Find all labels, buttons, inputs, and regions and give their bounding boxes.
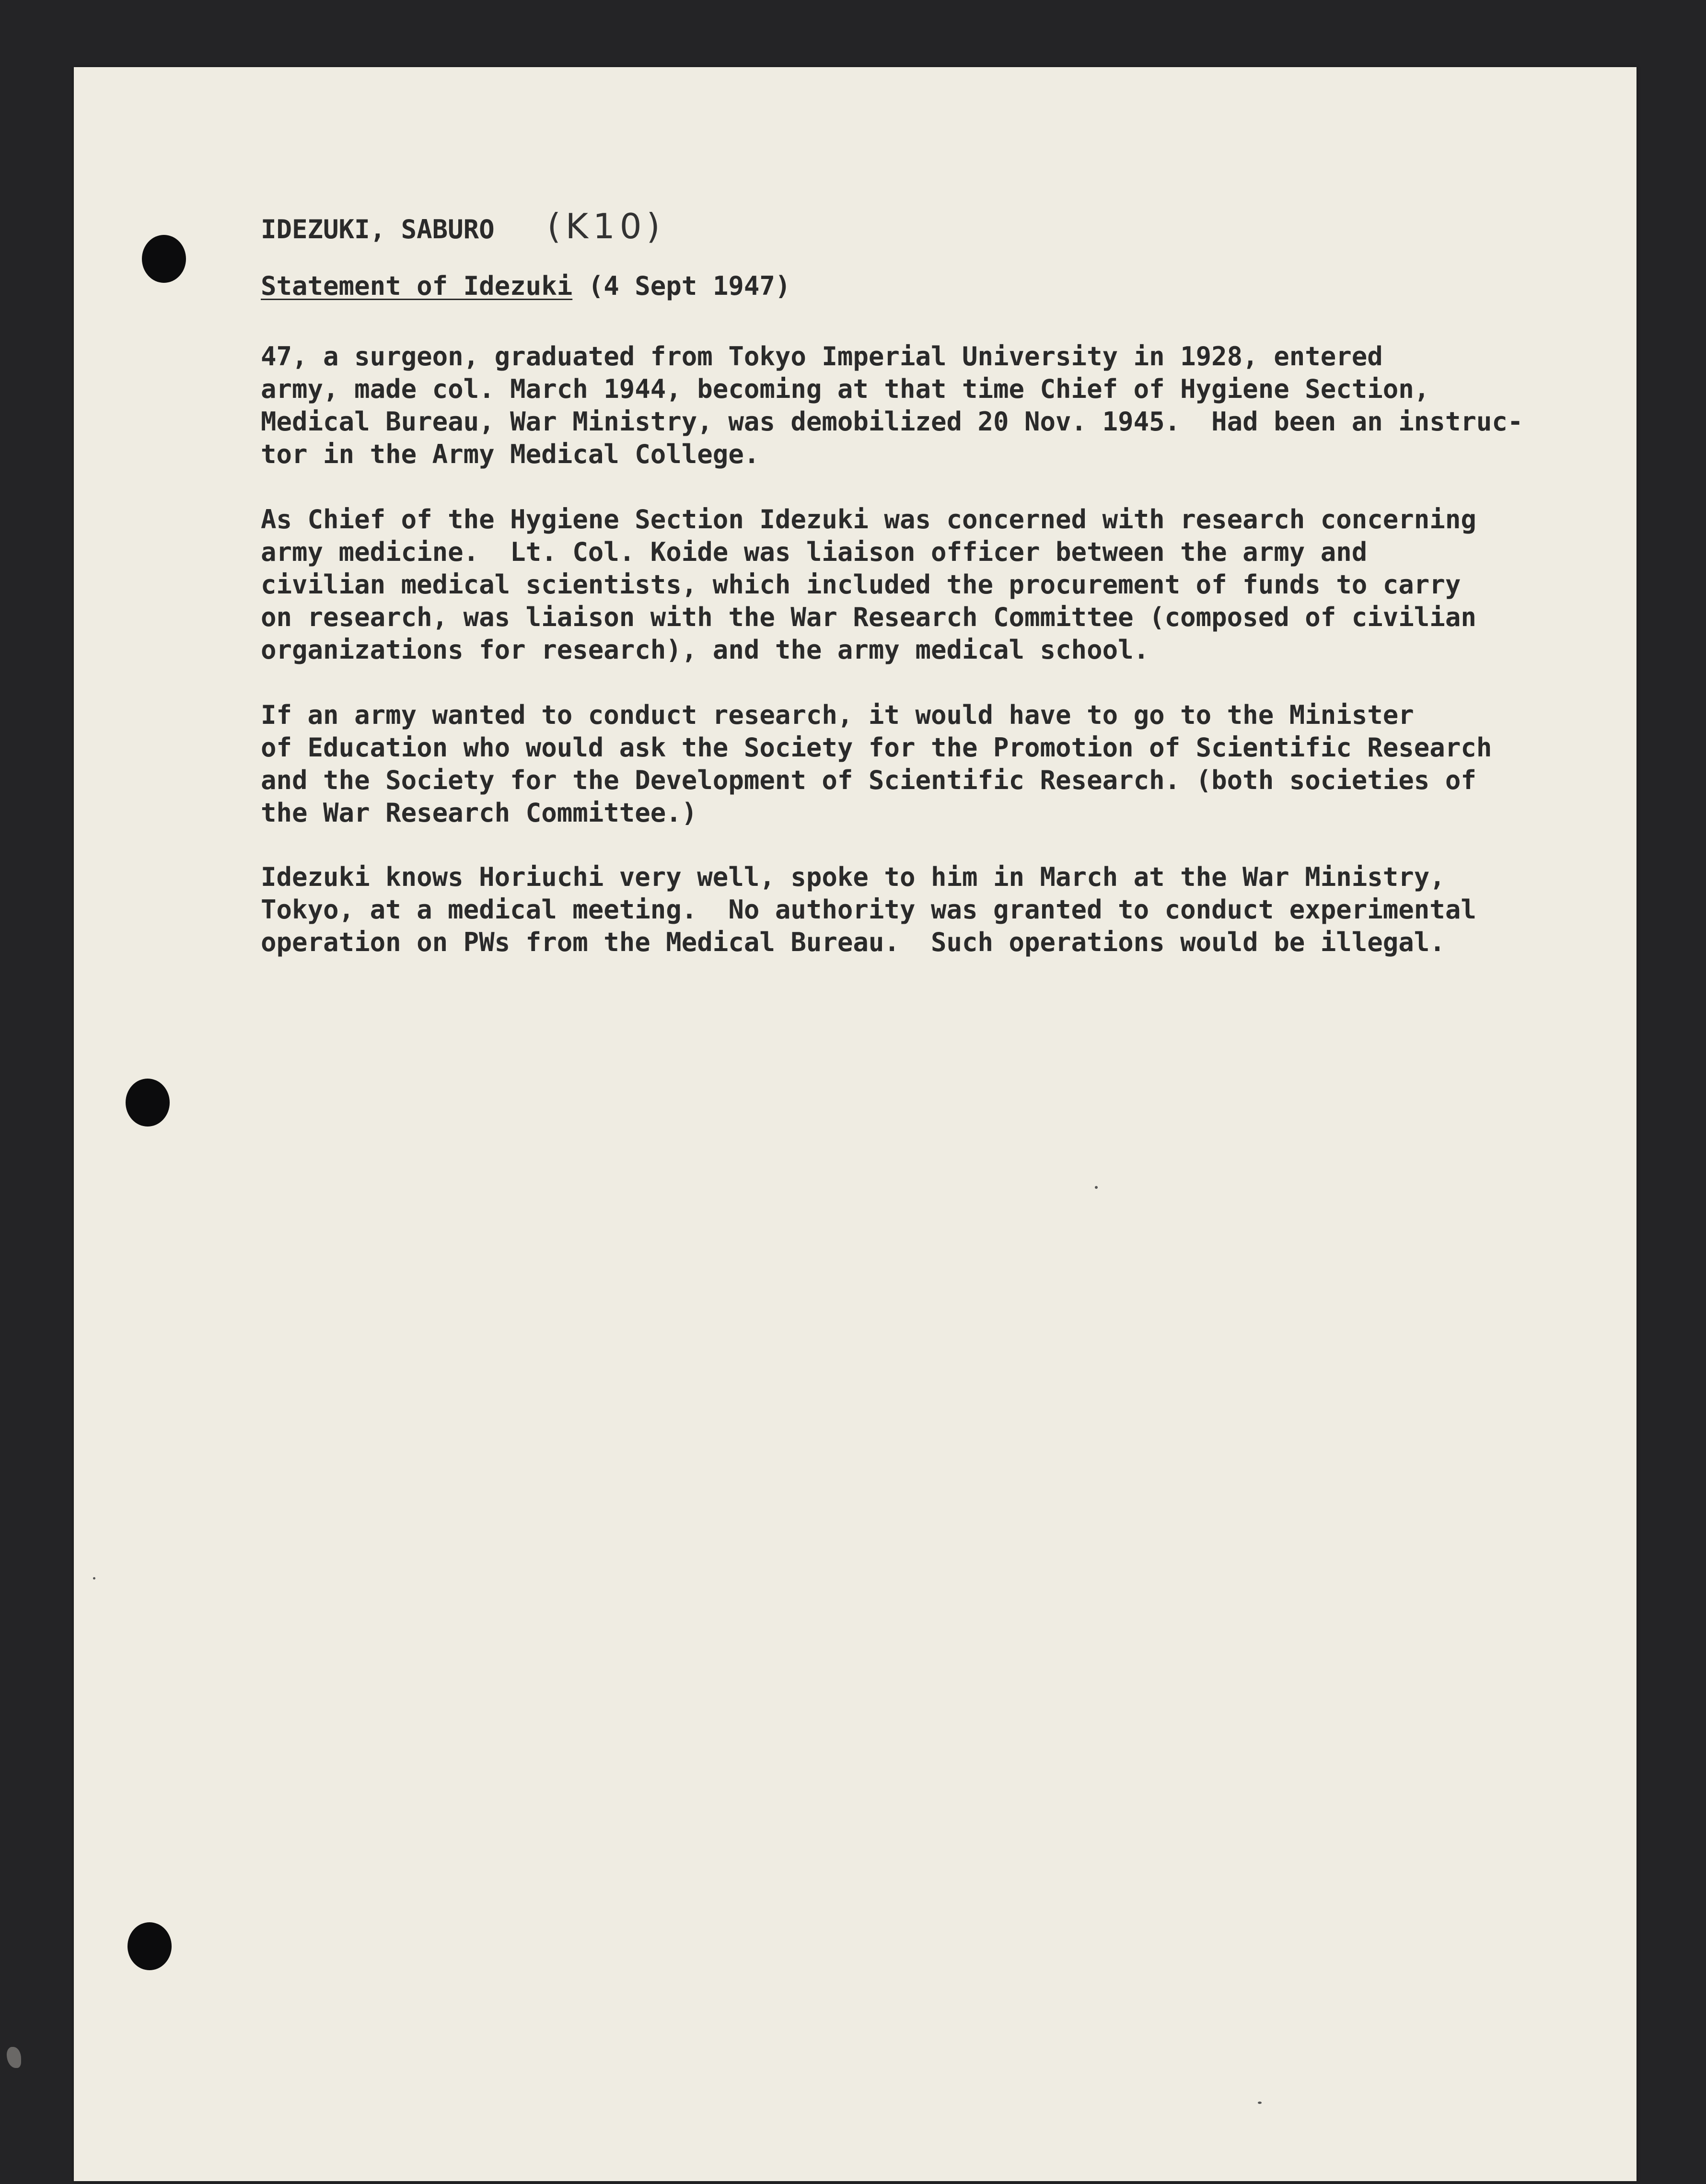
paragraph-line: 47, a surgeon, graduated from Tokyo Imperial University in 1928, entered <box>261 341 1383 372</box>
paper-speck <box>1258 2102 1262 2104</box>
paragraph-biography <box>261 340 1523 471</box>
edge-mark <box>7 2047 21 2068</box>
paragraph-line: Idezuki knows Horiuchi very well, spoke to him in March at the War Ministry, <box>261 862 1445 892</box>
punch-hole-top <box>142 235 186 283</box>
paragraph-hygiene-section <box>261 503 1476 666</box>
handwritten-annotation: (K10) <box>547 206 665 246</box>
statement-title-underlined: Statement of Idezuki <box>261 271 573 301</box>
paragraph-line: army, made col. March 1944, becoming at that time Chief of Hygiene Section, <box>261 374 1430 404</box>
paragraph-line: army medicine. Lt. Col. Koide was liaison officer between the army and <box>261 537 1368 567</box>
subject-name: IDEZUKI, SABURO <box>261 214 495 244</box>
paper-speck <box>1095 1186 1098 1189</box>
paragraph-line: the War Research Committee.) <box>261 798 697 828</box>
statement-title-date: (4 Sept 1947) <box>572 271 791 301</box>
paragraph-line: on research, was liaison with the War Research Committee (composed of civilian <box>261 602 1476 632</box>
paragraph-line: civilian medical scientists, which included the procurement of funds to carry <box>261 569 1461 600</box>
paragraph-line: Medical Bureau, War Ministry, was demobilized 20 Nov. 1945. Had been an instruc- <box>261 407 1523 437</box>
paper-speck <box>93 1577 95 1580</box>
punch-hole-middle <box>126 1079 170 1127</box>
punch-hole-bottom <box>128 1922 172 1970</box>
document-header <box>261 206 665 246</box>
paragraph-line: As Chief of the Hygiene Section Idezuki was concerned with research concerning <box>261 504 1476 534</box>
paragraph-line: If an army wanted to conduct research, it would have to go to the Minister <box>261 700 1414 730</box>
statement-title <box>261 271 790 301</box>
paragraph-horiuchi <box>261 861 1476 959</box>
paragraph-line: of Education who would ask the Society for the Promotion of Scientific Research <box>261 732 1492 763</box>
paragraph-line: tor in the Army Medical College. <box>261 439 760 469</box>
paragraph-line: Tokyo, at a medical meeting. No authority was granted to conduct experimental <box>261 895 1476 925</box>
paragraph-line: organizations for research), and the army medical school. <box>261 635 1149 665</box>
paragraph-research-procedure <box>261 699 1492 829</box>
paragraph-line: operation on PWs from the Medical Bureau. Such operations would be illegal. <box>261 927 1445 957</box>
paragraph-line: and the Society for the Development of Scientific Research. (both societies of <box>261 765 1476 795</box>
